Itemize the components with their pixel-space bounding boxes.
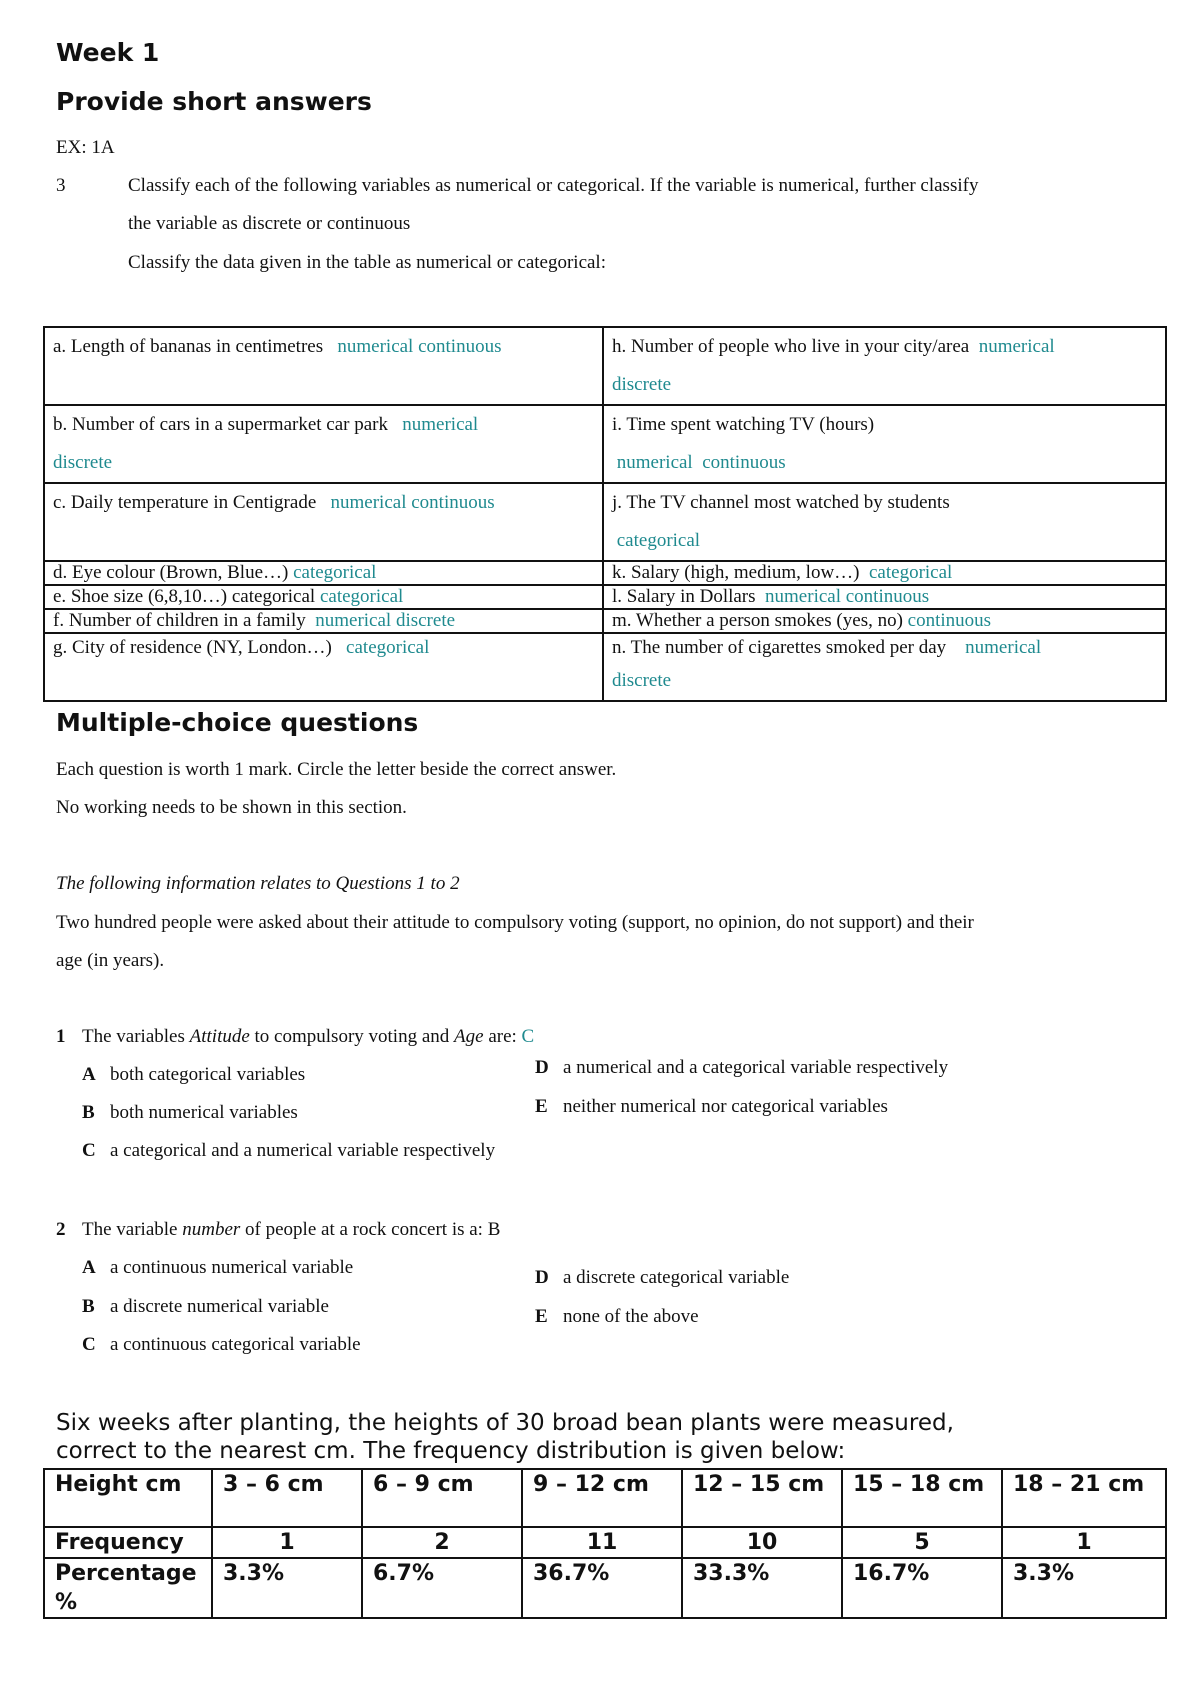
header-cell: 15 – 18 cm (842, 1469, 1002, 1527)
answer-text: categorical (346, 637, 430, 658)
table-cell: m. Whether a person smokes (yes, no) continuous (603, 609, 1166, 633)
variables-table (43, 326, 1167, 702)
row-label: Percentage % (44, 1558, 212, 1618)
q2-option-e[interactable]: E none of the above (535, 1306, 699, 1327)
table-cell: 3.3% (1002, 1558, 1166, 1618)
answer-text: numerical (978, 336, 1055, 357)
table-row (44, 609, 1166, 633)
table-cell: c. Daily temperature in Centigrade numerical continuous (44, 483, 603, 561)
exercise-label: EX: 1A (56, 137, 115, 158)
table-cell: e. Shoe size (6,8,10…) categorical categorical (44, 585, 603, 609)
answer-text: categorical (319, 586, 404, 607)
question-3-line1: Classify each of the following variables as numerical or categorical. If the variable is numerical, further classify (128, 175, 979, 196)
q1-option-a[interactable]: A both categorical variables (82, 1064, 306, 1085)
q1-option-d[interactable]: D a numerical and a categorical variable respectively (535, 1057, 949, 1078)
beans-intro-line-1: Six weeks after planting, the heights of 30 broad bean plants were measured, (56, 1410, 954, 1436)
question-1: 1 The variables Attitude to compulsory voting and Age are: C (56, 1026, 535, 1047)
table-row (44, 561, 1166, 585)
question-2: 2 The variable number of people at a rock concert is a: B (56, 1219, 501, 1240)
answer-text: numerical (965, 637, 1042, 658)
table-cell: 3.3% (212, 1558, 362, 1618)
table-row (44, 633, 1166, 701)
header-cell: 18 – 21 cm (1002, 1469, 1166, 1527)
beans-intro-line-2: correct to the nearest cm. The frequency distribution is given below: (56, 1438, 846, 1464)
mcq-heading: Multiple-choice questions (56, 708, 419, 737)
answer-text: discrete (612, 374, 672, 395)
answer-text: numerical continuous (330, 492, 495, 513)
table-row (44, 405, 1166, 483)
header-cell: 6 – 9 cm (362, 1469, 522, 1527)
answer-text: numerical (402, 414, 479, 435)
header-cell: 9 – 12 cm (522, 1469, 682, 1527)
table-row (44, 1527, 1166, 1558)
table-row (44, 1558, 1166, 1618)
table-cell: b. Number of cars in a supermarket car park numerical discrete (44, 405, 603, 483)
q1-option-c[interactable]: C a categorical and a numerical variable respectively (82, 1140, 496, 1161)
info-line-2: age (in years). (56, 950, 165, 971)
table-cell: k. Salary (high, medium, low…) categorical (603, 561, 1166, 585)
answer-text: categorical (293, 562, 377, 583)
answer-text: categorical (869, 562, 953, 583)
q1-option-b[interactable]: B both numerical variables (82, 1102, 298, 1123)
answer-text: discrete (53, 452, 113, 473)
table-cell: 10 (682, 1527, 842, 1558)
answer-text: categorical (616, 530, 701, 551)
answer-text: discrete (612, 670, 672, 691)
table-cell: 1 (212, 1527, 362, 1558)
row-label: Frequency (44, 1527, 212, 1558)
table-cell: j. The TV channel most watched by students categorical (603, 483, 1166, 561)
info-italic: The following information relates to Questions 1 to 2 (56, 873, 460, 894)
answer-text: numerical continuous (616, 452, 786, 473)
question-3-number: 3 (56, 175, 66, 196)
q1-option-e[interactable]: E neither numerical nor categorical variables (535, 1096, 888, 1117)
frequency-table (43, 1468, 1167, 1619)
table-row (44, 327, 1166, 405)
heading-short-answers: Provide short answers (56, 87, 372, 116)
q2-option-a[interactable]: A a continuous numerical variable (82, 1257, 354, 1278)
heading-week: Week 1 (56, 38, 160, 67)
table-cell: 36.7% (522, 1558, 682, 1618)
answer-text: numerical continuous (337, 336, 502, 357)
answer-text: numerical continuous (765, 586, 930, 607)
table-cell: a. Length of bananas in centimetres numerical continuous (44, 327, 603, 405)
table-cell: i. Time spent watching TV (hours) numerical continuous (603, 405, 1166, 483)
table-cell: 11 (522, 1527, 682, 1558)
header-cell: 12 – 15 cm (682, 1469, 842, 1527)
table-cell: n. The number of cigarettes smoked per day numerical discrete (603, 633, 1166, 701)
table-cell: 16.7% (842, 1558, 1002, 1618)
mcq-instruction-2: No working needs to be shown in this section. (56, 797, 407, 818)
table-cell: 5 (842, 1527, 1002, 1558)
question-3-line3: Classify the data given in the table as numerical or categorical: (128, 252, 606, 273)
table-cell: 2 (362, 1527, 522, 1558)
header-cell: 3 – 6 cm (212, 1469, 362, 1527)
info-line-1: Two hundred people were asked about their attitude to compulsory voting (support, no opinion, do not support) and their (56, 912, 974, 933)
table-cell: 33.3% (682, 1558, 842, 1618)
q2-option-c[interactable]: C a continuous categorical variable (82, 1334, 361, 1355)
q2-option-d[interactable]: D a discrete categorical variable (535, 1267, 790, 1288)
table-cell: 6.7% (362, 1558, 522, 1618)
table-row (44, 483, 1166, 561)
answer-text: continuous (907, 610, 992, 631)
header-cell: Height cm (44, 1469, 212, 1527)
mcq-instruction-1: Each question is worth 1 mark. Circle the letter beside the correct answer. (56, 759, 617, 780)
table-row (44, 1469, 1166, 1527)
answer-text: C (521, 1026, 535, 1047)
question-3-line2: the variable as discrete or continuous (128, 213, 411, 234)
table-cell: d. Eye colour (Brown, Blue…) categorical (44, 561, 603, 585)
table-cell: l. Salary in Dollars numerical continuous (603, 585, 1166, 609)
q2-option-b[interactable]: B a discrete numerical variable (82, 1296, 329, 1317)
table-row (44, 585, 1166, 609)
answer-text: numerical discrete (315, 610, 456, 631)
table-cell: f. Number of children in a family numerical discrete (44, 609, 603, 633)
table-cell: 1 (1002, 1527, 1166, 1558)
table-cell: g. City of residence (NY, London…) categorical (44, 633, 603, 701)
table-cell: h. Number of people who live in your city/area numerical discrete (603, 327, 1166, 405)
